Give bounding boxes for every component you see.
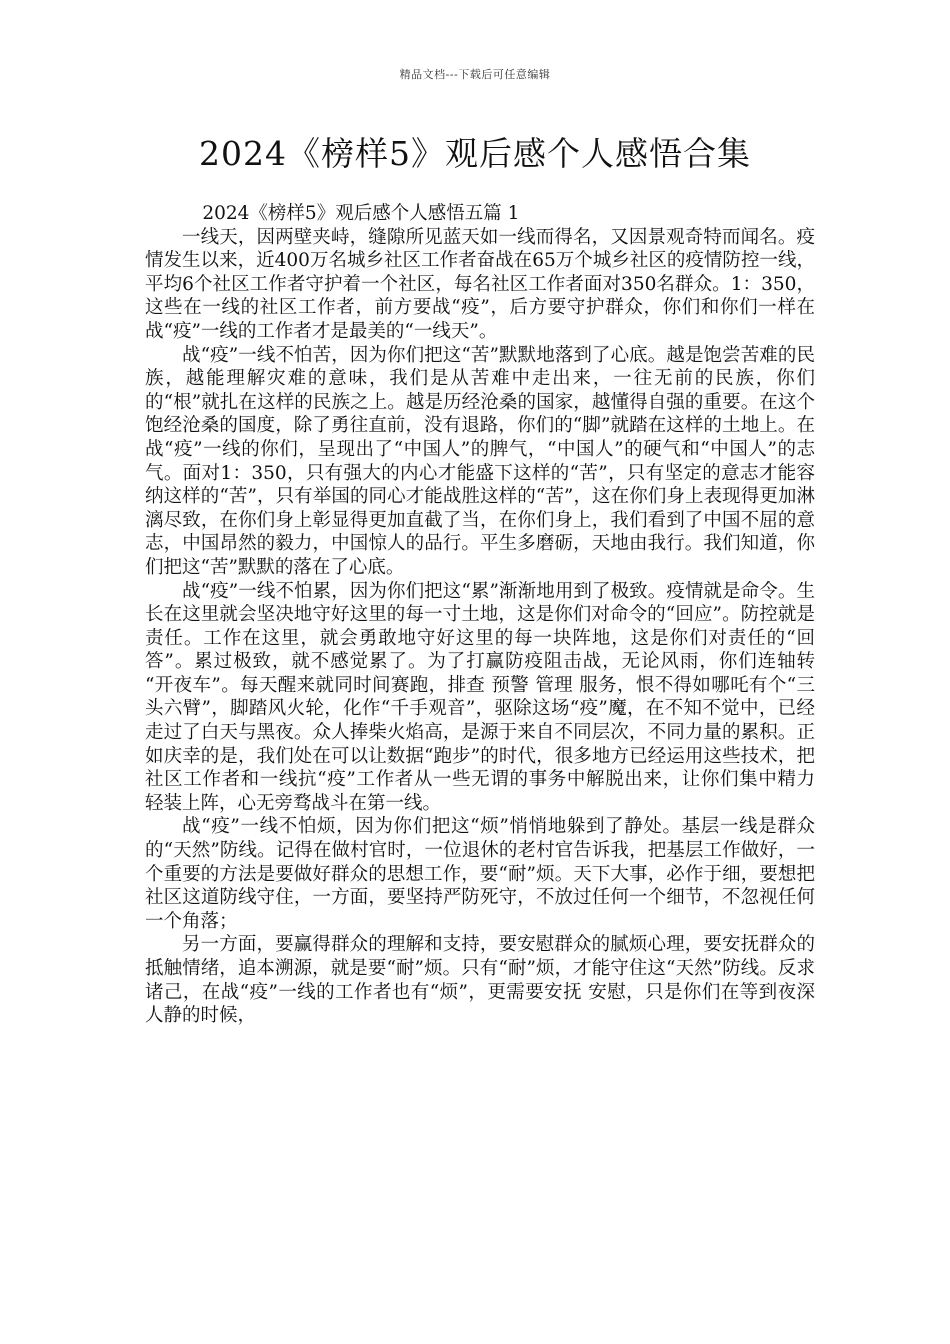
paragraph: 另一方面，要赢得群众的理解和支持，要安慰群众的腻烦心理，要安抚群众的抵触情绪，追本溯源，就是要“耐”烦。只有“耐”烦，才能守住这“天然”防线。反求诸己，在战“疫”一线的工作者也有“烦”，更需要安抚 安慰，只是你们在等到夜深人静的时候，	[145, 934, 815, 1027]
paragraph: 战“疫”一线不怕累，因为你们把这“累”渐渐地用到了极致。疫情就是命令。生长在这里就会坚决地守好这里的每一寸土地，这是你们对命令的“回应”。防控就是责任。工作在这里，就会勇敢地守好这里的每一块阵地，这是你们对责任的“回答”。累过极致，就不感觉累了。为了打赢防疫阻击战，无论风雨，你们连轴转 “开夜车”。每天醒来就同时间赛跑，排查 预警 管理 服务，恨不得如哪吒有个“三头六臂”，脚踏风火轮，化作“千手观音”，驱除这场“疫”魔，在不知不觉中，已经走过了白天与黑夜。众人捧柴火焰高，是源于来自不同层次，不同力量的累积。正如庆幸的是，我们处在可以让数据“跑步”的时代，很多地方已经运用这些技术，把社区工作者和一线抗“疫”工作者从一些无谓的事务中解脱出来，让你们集中精力 轻装上阵，心无旁骛战斗在第一线。	[145, 580, 815, 814]
paragraph: 战“疫”一线不怕烦，因为你们把这“烦”悄悄地躲到了静处。基层一线是群众的“天然”防线。记得在做村官时，一位退休的老村官告诉我，把基层工作做好，一个重要的方法是要做好群众的思想工作，要“耐”烦。天下大事，必作于细，要想把社区这道防线守住，一方面，要坚持严防死守，不放过任何一个细节，不忽视任何一个角落；	[145, 816, 815, 932]
section-subtitle: 2024《榜样5》观后感个人感悟五篇 1	[202, 203, 520, 224]
paragraph: 战“疫”一线不怕苦，因为你们把这“苦”默默地落到了心底。越是饱尝苦难的民族，越能理解灾难的意味，我们是从苦难中走出来，一往无前的民族，你们的“根”就扎在这样的民族之上。越是历经沧桑的国家，越懂得自强的重要。在这个饱经沧桑的国度，除了勇往直前，没有退路，你们的“脚”就踏在这样的土地上。在战“疫”一线的你们，呈现出了“中国人”的脾气，“中国人”的硬气和“中国人”的志气。面对1：350，只有强大的内心才能盛下这样的“苦”，只有坚定的意志才能容纳这样的“苦”，只有举国的同心才能战胜这样的“苦”，这在你们身上表现得更加淋漓尽致，在你们身上彰显得更加直截了当，在你们身上，我们看到了中国不屈的意志，中国昂然的毅力，中国惊人的品行。平生多磨砺，天地由我行。我们知道，你们把这“苦”默默的落在了心底。	[145, 344, 815, 578]
header-note: 精品文档---下载后可任意编辑	[399, 68, 551, 81]
document-body	[145, 202, 815, 1028]
document-title: 2024《榜样5》观后感个人感悟合集	[199, 134, 751, 173]
paragraph: 一线天，因两壁夹峙，缝隙所见蓝天如一线而得名，又因景观奇特而闻名。疫情发生以来，近400万名城乡社区工作者奋战在65万个城乡社区的疫情防控一线，平均6个社区工作者守护着一个社区，每名社区工作者面对350名群众。1：350，这些在一线的社区工作者，前方要战“疫”，后方要守护群众，你们和你们一样在战“疫”一线的工作者才是最美的“一线天”。	[145, 226, 815, 342]
